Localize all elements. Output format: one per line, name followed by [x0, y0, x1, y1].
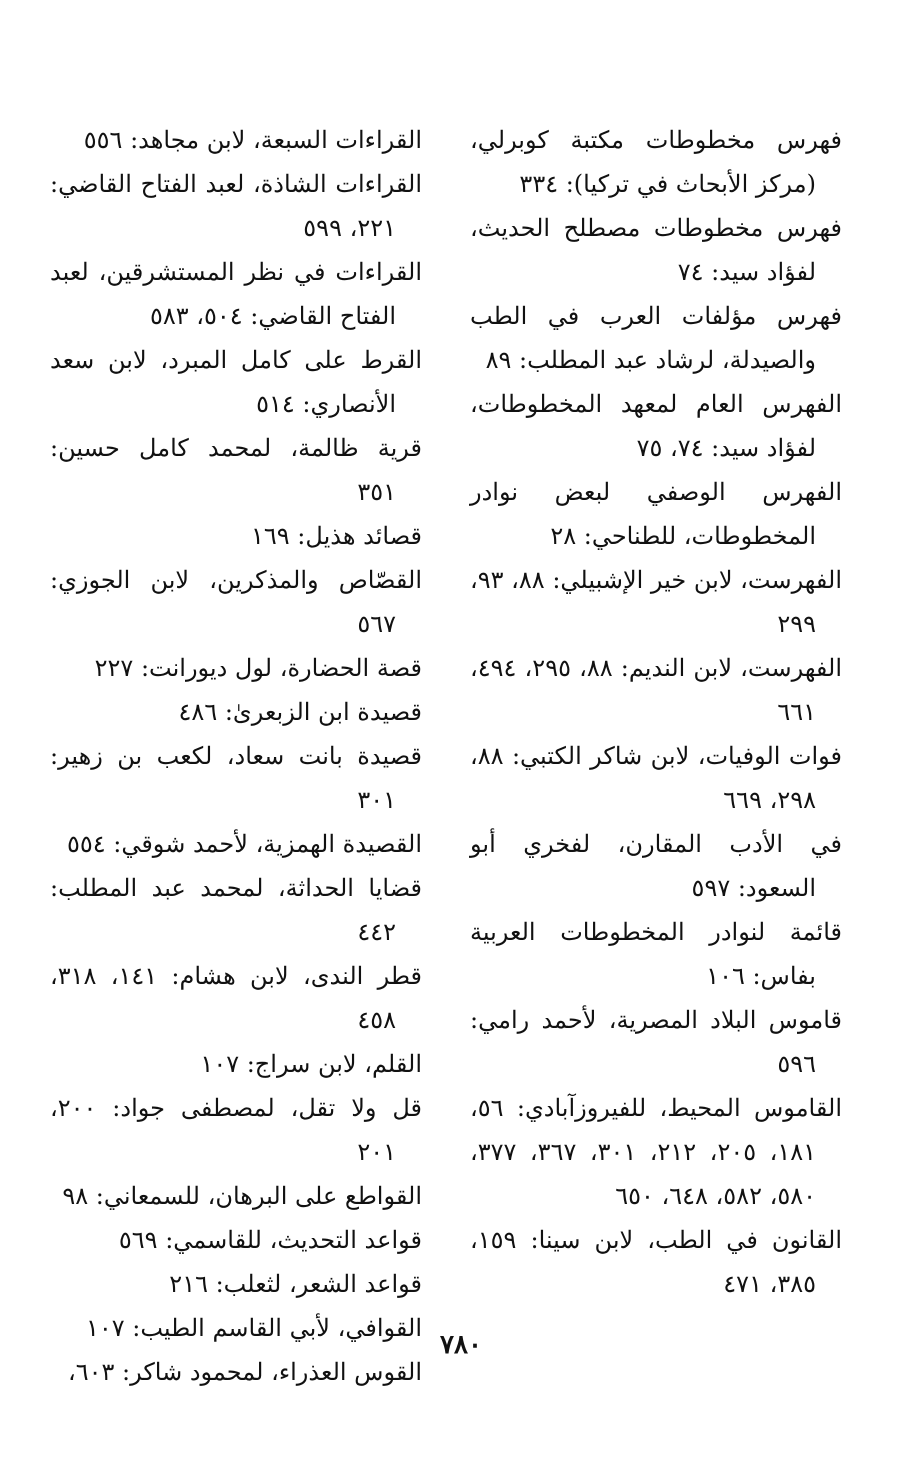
index-entry: القلم، لابن سراج: ١٠٧: [200, 1050, 422, 1078]
index-entry: قصائد هذيل: ١٦٩: [251, 522, 422, 550]
index-entry: الفهرست، لابن خير الإشبيلي: ٨٨، ٩٣، ٢٩٩: [470, 566, 842, 638]
index-entry: قواعد الشعر، لثعلب: ٢١٦: [169, 1270, 422, 1298]
index-entry: قل ولا تقل، لمصطفى جواد: ٢٠٠، ٢٠١: [50, 1094, 422, 1166]
index-entry: القانون في الطب، لابن سينا: ١٥٩، ٣٨٥، ٤٧١: [470, 1226, 842, 1298]
index-entry: قائمة لنوادر المخطوطات العربية بفاس: ١٠٦: [470, 918, 842, 990]
index-entry: فوات الوفيات، لابن شاكر الكتبي: ٨٨، ٢٩٨، ٦٦٩: [470, 742, 842, 814]
index-entry: فهرس مخطوطات مكتبة كوبرلي، (مركز الأبحاث في تركيا): ٣٣٤: [470, 126, 842, 198]
index-entry: الفهرست، لابن النديم: ٨٨، ٢٩٥، ٤٩٤، ٦٦١: [470, 654, 843, 726]
index-entry: قصيدة ابن الزبعرىٰ: ٤٨٦: [178, 698, 422, 726]
index-entry: قرية ظالمة، لمحمد كامل حسين: ٣٥١: [50, 434, 422, 506]
index-entry: القراءات الشاذة، لعبد الفتاح القاضي: ٢٢١، ٥٩٩: [50, 170, 422, 242]
left-index-column: [50, 118, 422, 1394]
index-entry: قصيدة بانت سعاد، لكعب بن زهير: ٣٠١: [50, 742, 422, 814]
index-entry: قطر الندى، لابن هشام: ١٤١، ٣١٨، ٤٥٨: [50, 962, 423, 1034]
index-entry: القصّاص والمذكرين، لابن الجوزي: ٥٦٧: [50, 566, 422, 638]
index-entry: القاموس المحيط، للفيروزآبادي: ٥٦، ١٨١، ٢٠٥، ٢١٢، ٣٠١، ٣٦٧، ٣٧٧، ٥٨٠، ٥٨٢، ٦٤٨، ٦٥٠: [470, 1094, 842, 1210]
page-number: ٧٨٠: [440, 1330, 482, 1360]
index-entry: قضايا الحداثة، لمحمد عبد المطلب: ٤٤٢: [50, 874, 422, 946]
index-entry: الفهرس الوصفي لبعض نوادر المخطوطات، للطناحي: ٢٨: [470, 478, 842, 550]
index-entry: القراءات في نظر المستشرقين، لعبد الفتاح القاضي: ٥٠٤، ٥٨٣: [50, 258, 422, 330]
index-entry: قواعد التحديث، للقاسمي: ٥٦٩: [118, 1226, 422, 1254]
index-entry: قاموس البلاد المصرية، لأحمد رامي: ٥٩٦: [470, 1006, 842, 1078]
index-entry: القوافي، لأبي القاسم الطيب: ١٠٧: [85, 1314, 422, 1342]
index-entry: القراءات السبعة، لابن مجاهد: ٥٥٦: [83, 126, 422, 154]
index-entry: القرط على كامل المبرد، لابن سعد الأنصاري: ٥١٤: [50, 346, 422, 418]
index-entry: الفهرس العام لمعهد المخطوطات، لفؤاد سيد: ٧٤، ٧٥: [470, 390, 842, 462]
index-entry: القصيدة الهمزية، لأحمد شوقي: ٥٥٤: [66, 830, 422, 858]
right-index-column: [470, 118, 842, 1306]
index-entry: في الأدب المقارن، لفخري أبو السعود: ٥٩٧: [470, 830, 842, 902]
index-entry: القوس العذراء، لمحمود شاكر: ٦٠٣،: [67, 1358, 422, 1386]
index-entry: القواطع على البرهان، للسمعاني: ٩٨: [62, 1182, 422, 1210]
index-entry: فهرس مؤلفات العرب في الطب والصيدلة، لرشاد عبد المطلب: ٨٩: [470, 302, 842, 374]
index-entry: فهرس مخطوطات مصطلح الحديث، لفؤاد سيد: ٧٤: [470, 214, 842, 286]
index-entry: قصة الحضارة، لول ديورانت: ٢٢٧: [94, 654, 422, 682]
